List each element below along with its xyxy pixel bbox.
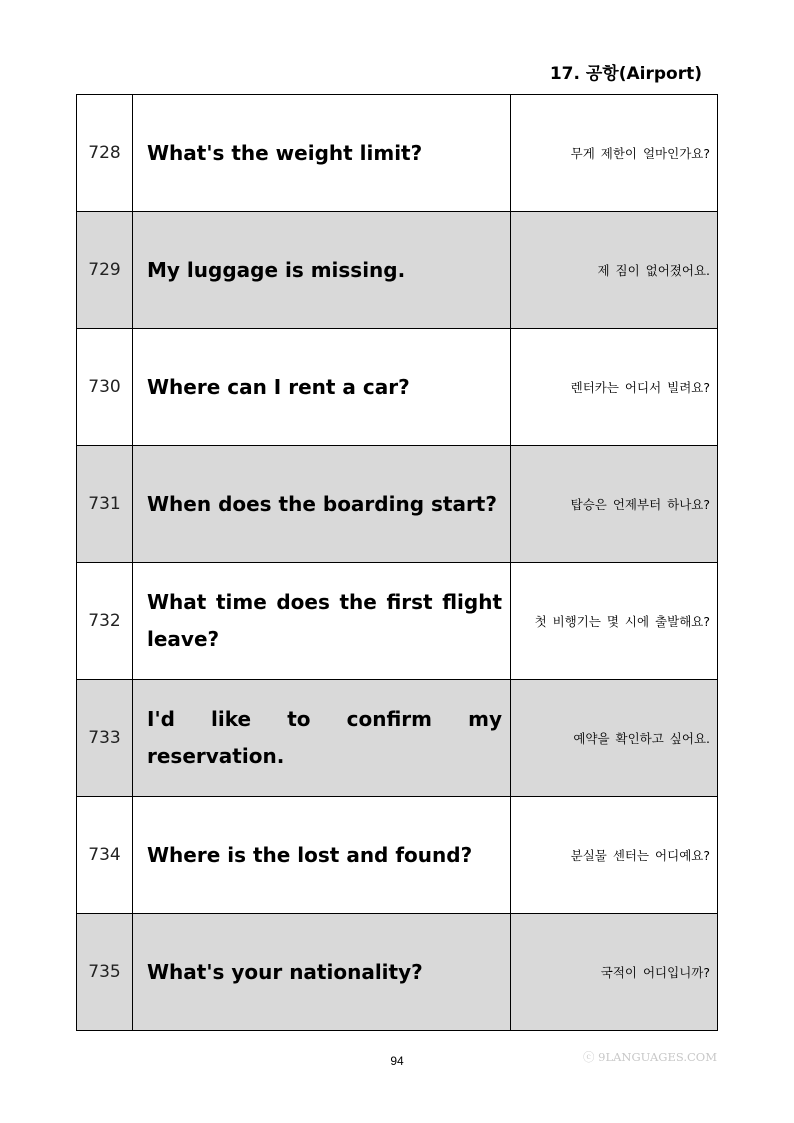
copyright-notice: ⓒ 9LANGUAGES.COM — [582, 1050, 717, 1064]
korean-translation: 렌터카는 어디서 빌려요? — [511, 329, 718, 446]
english-phrase: Where can I rent a car? — [133, 329, 511, 446]
table-row — [77, 212, 718, 329]
korean-translation: 분실물 센터는 어디예요? — [511, 797, 718, 914]
page-number: 94 — [390, 1054, 404, 1068]
table-row — [77, 563, 718, 680]
english-phrase: I'd like to confirm my reservation. — [133, 680, 511, 797]
korean-translation: 예약을 확인하고 싶어요. — [511, 680, 718, 797]
english-phrase: What time does the first flight leave? — [133, 563, 511, 680]
english-phrase: What's the weight limit? — [133, 95, 511, 212]
phrase-number: 731 — [77, 446, 133, 563]
phrase-number: 732 — [77, 563, 133, 680]
phrase-table — [76, 94, 718, 1031]
table-row — [77, 797, 718, 914]
korean-translation: 제 짐이 없어졌어요. — [511, 212, 718, 329]
korean-translation: 무게 제한이 얼마인가요? — [511, 95, 718, 212]
english-phrase: My luggage is missing. — [133, 212, 511, 329]
phrase-number: 728 — [77, 95, 133, 212]
english-phrase: When does the boarding start? — [133, 446, 511, 563]
phrase-number: 735 — [77, 914, 133, 1031]
english-phrase: Where is the lost and found? — [133, 797, 511, 914]
korean-translation: 국적이 어디입니까? — [511, 914, 718, 1031]
page-title: 17. 공항(Airport) — [549, 64, 702, 84]
table-row — [77, 329, 718, 446]
phrase-number: 733 — [77, 680, 133, 797]
phrase-number: 729 — [77, 212, 133, 329]
phrase-number: 734 — [77, 797, 133, 914]
korean-translation: 탑승은 언제부터 하나요? — [511, 446, 718, 563]
korean-translation: 첫 비행기는 몇 시에 출발해요? — [511, 563, 718, 680]
table-row — [77, 680, 718, 797]
table-row — [77, 914, 718, 1031]
table-row — [77, 446, 718, 563]
phrase-number: 730 — [77, 329, 133, 446]
english-phrase: What's your nationality? — [133, 914, 511, 1031]
table-row — [77, 95, 718, 212]
